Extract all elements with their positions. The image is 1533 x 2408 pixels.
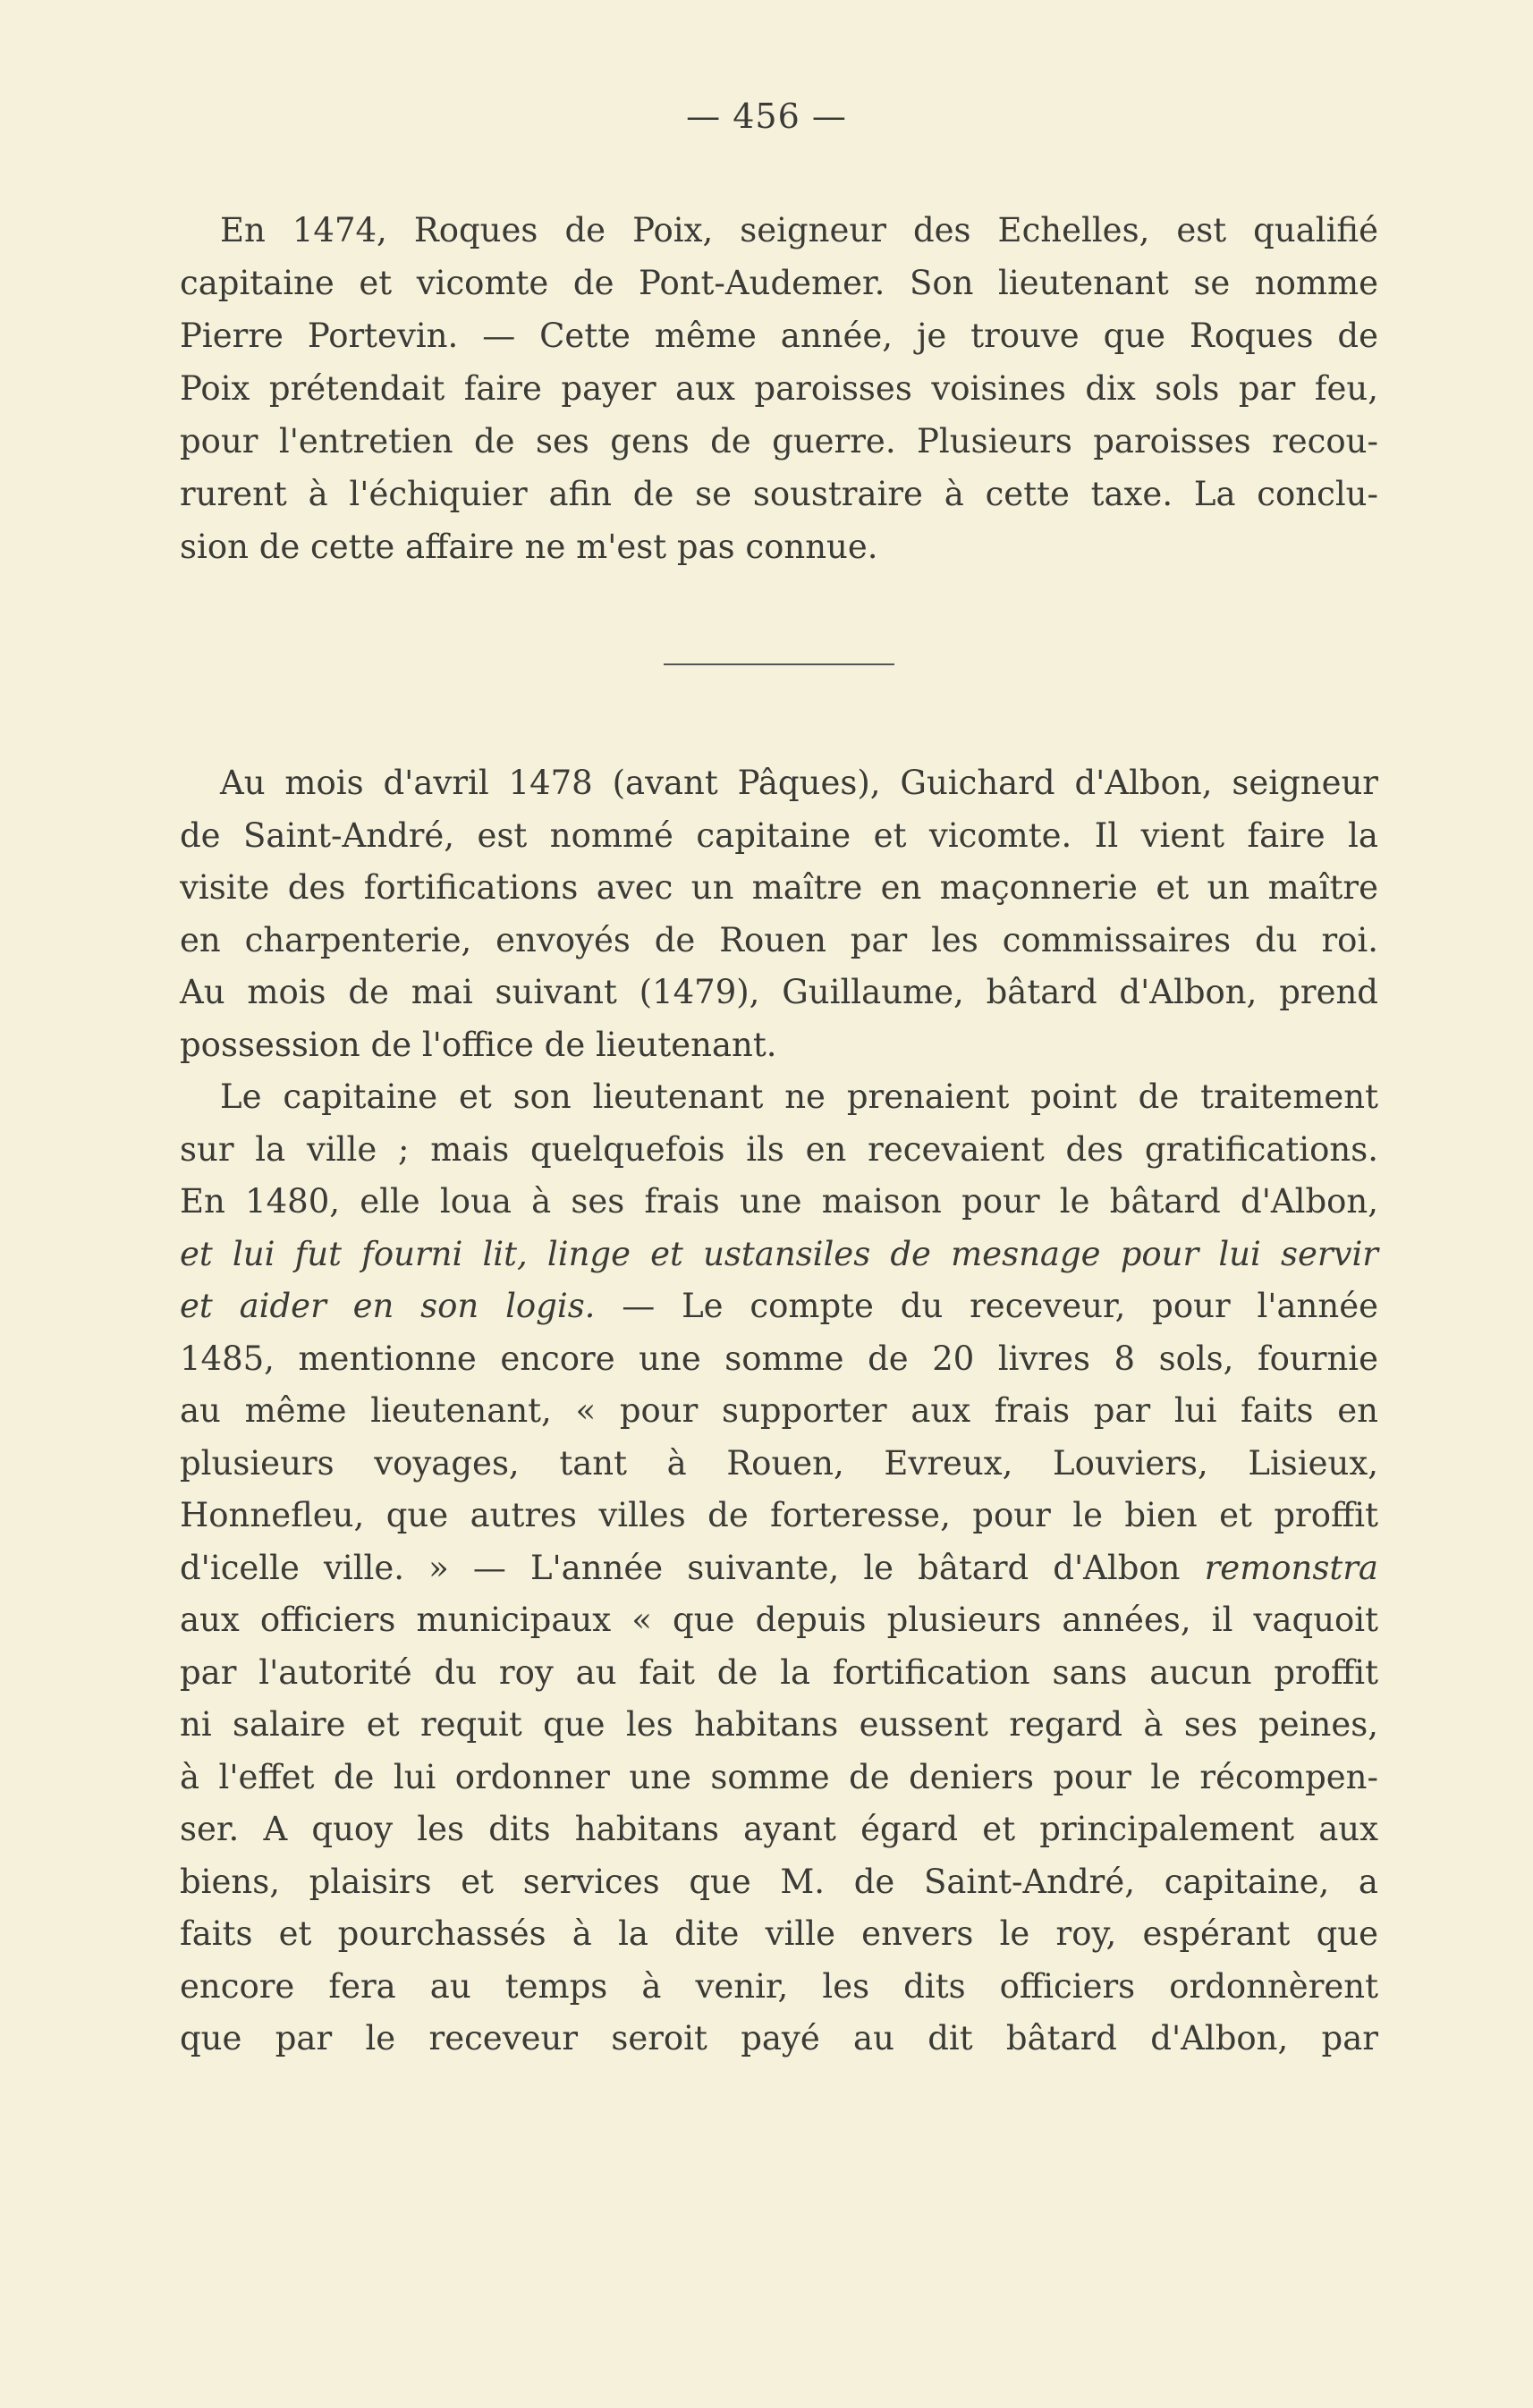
text-line — [180, 525, 1378, 570]
text-line — [180, 866, 1378, 910]
text-segment: 1485, mentionne encore une somme de 20 livres 8 sols, fournie — [180, 1339, 1378, 1378]
text-segment: possession de l'office de lieutenant. — [180, 1025, 777, 1064]
text-line — [180, 970, 1378, 1015]
text-segment: plusieurs voyages, tant à Rouen, Evreux, Louviers, Lisieux, — [180, 1443, 1378, 1483]
text-line — [180, 1337, 1378, 1381]
text-line — [180, 1128, 1378, 1172]
text-line — [220, 1075, 1378, 1120]
text-segment: d'icelle ville. » — L'année suivante, le bâtard d'Albon — [180, 1548, 1205, 1587]
text-segment: Au mois d'avril 1478 (avant Pâques), Guichard d'Albon, seigneur — [220, 764, 1378, 802]
text-segment: sur la ville ; mais quelquefois ils en recevaient des gratifications. — [180, 1129, 1378, 1169]
text-line — [180, 918, 1378, 963]
text-segment: ser. A quoy les dits habitans ayant égard et principalement aux — [180, 1810, 1378, 1848]
text-segment: en charpenterie, envoyés de Rouen par les commissaires du roi. — [180, 920, 1378, 959]
text-segment: aux officiers municipaux « que depuis plusieurs années, il vaquoit — [180, 1601, 1378, 1639]
text-line — [180, 1807, 1378, 1852]
text-segment: à l'effet de lui ordonner une somme de deniers pour le récompen- — [180, 1757, 1378, 1796]
text-segment: En 1480, elle loua à ses frais une maison pour le bâtard d'Albon, — [180, 1182, 1378, 1221]
text-segment: Poix prétendait faire payer aux paroisses voisines dix sols par feu, — [180, 369, 1378, 408]
text-line — [180, 367, 1378, 411]
text-segment: Le capitaine et son lieutenant ne prenaient point de traitement — [220, 1077, 1378, 1116]
text-line — [180, 1179, 1378, 1224]
text-line — [180, 1493, 1378, 1538]
text-line — [220, 761, 1378, 806]
text-line — [180, 1912, 1378, 1956]
text-segment: Honnefleu, que autres villes de forteresse, pour le bien et proffit — [180, 1496, 1378, 1534]
text-segment: Pierre Portevin. — Cette même année, je trouve que Roques de — [180, 317, 1378, 355]
text-line — [180, 314, 1378, 359]
text-segment: Au mois de mai suivant (1479), Guillaume, bâtard d'Albon, prend — [180, 973, 1378, 1011]
text-segment: En 1474, Roques de Poix, seigneur des Echelles, est qualifié — [220, 211, 1378, 249]
text-segment: — Le compte du receveur, pour l'année — [595, 1287, 1378, 1325]
page-number: — 456 — — [686, 97, 847, 136]
italic-text: remonstra — [1204, 1548, 1378, 1587]
text-segment: que par le receveur seroit payé au dit bâtard d'Albon, par — [180, 2019, 1378, 2057]
text-line — [180, 472, 1378, 517]
text-segment: sion de cette affaire ne m'est pas connue. — [180, 528, 878, 566]
text-line — [180, 1284, 1378, 1329]
text-line — [180, 1651, 1378, 1695]
text-segment: capitaine et vicomte de Pont-Audemer. Son lieutenant se nomme — [180, 264, 1378, 302]
text-line — [180, 1023, 1378, 1068]
text-line — [180, 814, 1378, 858]
text-line — [180, 1702, 1378, 1747]
text-line — [180, 1964, 1378, 2009]
text-segment: rurent à l'échiquier afin de se soustraire à cette taxe. La conclu- — [180, 475, 1378, 513]
text-line — [180, 261, 1378, 306]
text-line — [220, 208, 1378, 253]
text-line — [180, 1860, 1378, 1905]
text-line — [180, 2016, 1378, 2061]
text-segment: encore fera au temps à venir, les dits officiers ordonnèrent — [180, 1966, 1378, 2006]
text-segment: visite des fortifications avec un maître en maçonnerie et un maître — [180, 868, 1378, 907]
text-segment: au même lieutenant, « pour supporter aux frais par lui faits en — [180, 1391, 1378, 1430]
text-segment: par l'autorité du roy au fait de la fortification sans aucun proffit — [180, 1652, 1378, 1692]
text-line — [180, 1232, 1378, 1277]
text-line — [180, 419, 1378, 464]
text-line — [180, 1441, 1378, 1486]
section-divider — [664, 663, 894, 665]
text-segment: pour l'entretien de ses gens de guerre. Plusieurs paroisses recou- — [180, 422, 1378, 460]
text-segment: biens, plaisirs et services que M. de Saint-André, capitaine, a — [180, 1862, 1378, 1901]
italic-text: et lui fut fourni lit, linge et ustansiles de mesnage pour lui servir — [180, 1234, 1378, 1273]
text-segment: de Saint-André, est nommé capitaine et vicomte. Il vient faire la — [180, 815, 1378, 855]
italic-text: et aider en son logis. — [180, 1287, 596, 1325]
text-segment: faits et pourchassés à la dite ville envers le roy, espérant que — [180, 1914, 1378, 1953]
text-segment: ni salaire et requit que les habitans eussent regard à ses peines, — [180, 1705, 1378, 1744]
text-line — [180, 1598, 1378, 1643]
text-line — [180, 1546, 1378, 1591]
text-line — [180, 1389, 1378, 1433]
text-line — [180, 1755, 1378, 1800]
